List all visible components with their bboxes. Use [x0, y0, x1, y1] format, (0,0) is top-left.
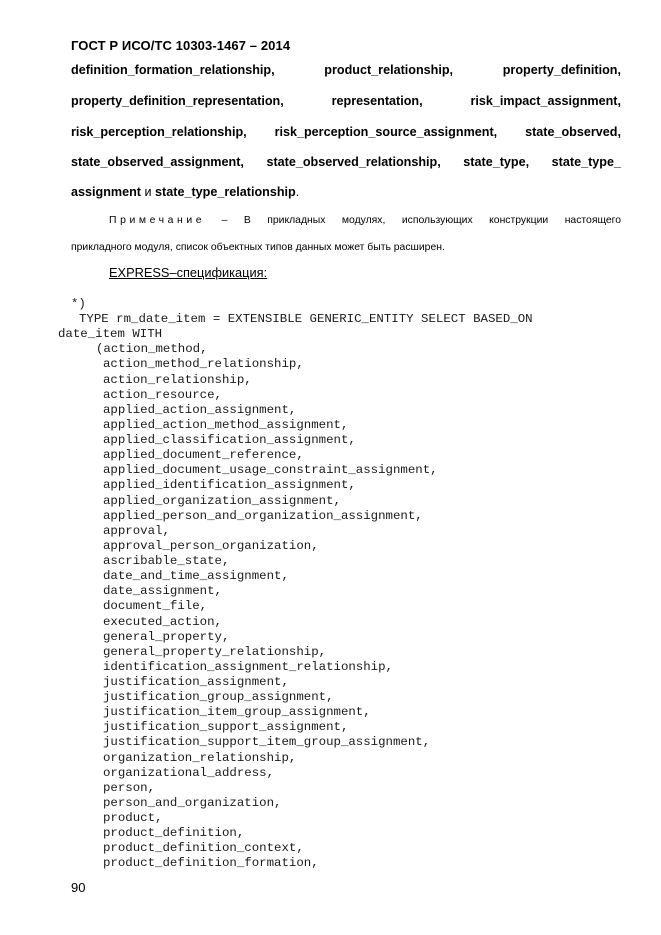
conjunction: и	[141, 185, 156, 199]
entity-name: state_type_	[551, 155, 621, 169]
entity-list-line-4	[71, 155, 621, 169]
code-select-item: applied_identification_assignment,	[103, 478, 356, 493]
code-select-item: approval_person_organization,	[103, 538, 319, 553]
code-select-item: applied_action_method_assignment,	[103, 417, 349, 432]
code-select-item: justification_group_assignment,	[103, 690, 334, 705]
code-select-item: document_file,	[103, 599, 208, 614]
code-select-item: justification_support_assignment,	[103, 720, 349, 735]
entity-name: state_observed,	[525, 125, 621, 139]
page-number: 90	[71, 880, 86, 895]
note-word: использующих	[401, 215, 473, 226]
entity-list-line-5	[71, 185, 299, 199]
entity-name: state_observed_assignment,	[71, 155, 244, 169]
code-select-item: applied_person_and_organization_assignment,	[103, 508, 423, 523]
express-spec-heading: EXPRESS–спецификация:	[109, 265, 268, 280]
code-select-item: product,	[103, 811, 163, 826]
entity-name: risk_perception_source_assignment,	[274, 125, 498, 139]
note-word: прикладных	[267, 215, 326, 226]
code-comment-open: *)	[71, 297, 86, 311]
note-label: Примечание	[109, 215, 206, 226]
note-line-2: прикладного модуля, список объектных типов данных может быть расширен.	[71, 242, 445, 253]
entity-name: risk_impact_assignment,	[470, 94, 621, 108]
entity-name: property_definition,	[502, 63, 621, 77]
code-select-item: product_definition,	[103, 826, 245, 841]
entity-name: assignment	[71, 185, 141, 199]
code-select-item: ascribable_state,	[103, 554, 230, 569]
code-select-item: justification_item_group_assignment,	[103, 705, 371, 720]
code-select-item: applied_document_usage_constraint_assignment,	[103, 463, 438, 478]
code-select-item: person_and_organization,	[103, 795, 282, 810]
code-select-item: general_property_relationship,	[103, 644, 327, 659]
entity-name: definition_formation_relationship,	[71, 63, 275, 77]
code-select-item: product_definition_context,	[103, 841, 304, 856]
code-select-item: identification_assignment_relationship,	[103, 659, 393, 674]
code-select-item: general_property,	[103, 629, 230, 644]
entity-name: representation,	[331, 94, 423, 108]
entity-name: state_type,	[463, 155, 530, 169]
code-select-item: justification_assignment,	[103, 675, 289, 689]
note-word: В	[243, 215, 251, 226]
code-select-item: approval,	[103, 523, 170, 538]
code-type-declaration: TYPE rm_date_item = EXTENSIBLE GENERIC_ENTITY SELECT BASED_ON	[79, 312, 533, 327]
code-select-item: date_assignment,	[103, 584, 222, 599]
code-select-item: applied_classification_assignment,	[103, 433, 356, 448]
code-select-item: applied_action_assignment,	[103, 402, 297, 417]
code-select-item: action_resource,	[103, 387, 222, 402]
code-select-item: executed_action,	[103, 614, 222, 629]
note-word: настоящего	[564, 215, 621, 226]
entity-list-line-1	[71, 63, 621, 77]
code-select-item: justification_support_item_group_assignment,	[103, 735, 431, 750]
entity-name: state_observed_relationship,	[266, 155, 441, 169]
code-select-item: organization_relationship,	[103, 750, 297, 765]
entity-name: property_definition_representation,	[71, 94, 284, 108]
code-select-item: product_definition_formation,	[103, 856, 319, 871]
entity-list-line-2	[71, 94, 621, 108]
entity-name: risk_perception_relationship,	[71, 125, 247, 139]
code-select-item: (action_method,	[96, 342, 208, 357]
note-line-1	[109, 215, 621, 226]
code-type-continuation: date_item WITH	[58, 327, 163, 342]
code-select-item: applied_organization_assignment,	[103, 493, 341, 508]
code-select-item: person,	[103, 780, 156, 795]
period: .	[295, 185, 300, 199]
entity-name: state_type_relationship	[155, 185, 296, 199]
standard-header: ГОСТ Р ИСО/ТС 10303-1467 – 2014	[71, 38, 291, 53]
note-word: конструкции	[489, 215, 549, 226]
code-select-item: date_and_time_assignment,	[103, 569, 289, 584]
entity-list-line-3	[71, 125, 621, 139]
code-select-item: organizational_address,	[103, 765, 275, 780]
note-word: модулях,	[341, 215, 386, 226]
entity-name: product_relationship,	[324, 63, 454, 77]
code-select-item: action_method_relationship,	[103, 357, 304, 372]
code-select-item: applied_document_reference,	[103, 448, 304, 463]
code-select-item: action_relationship,	[103, 372, 252, 387]
note-dash: –	[221, 215, 228, 226]
